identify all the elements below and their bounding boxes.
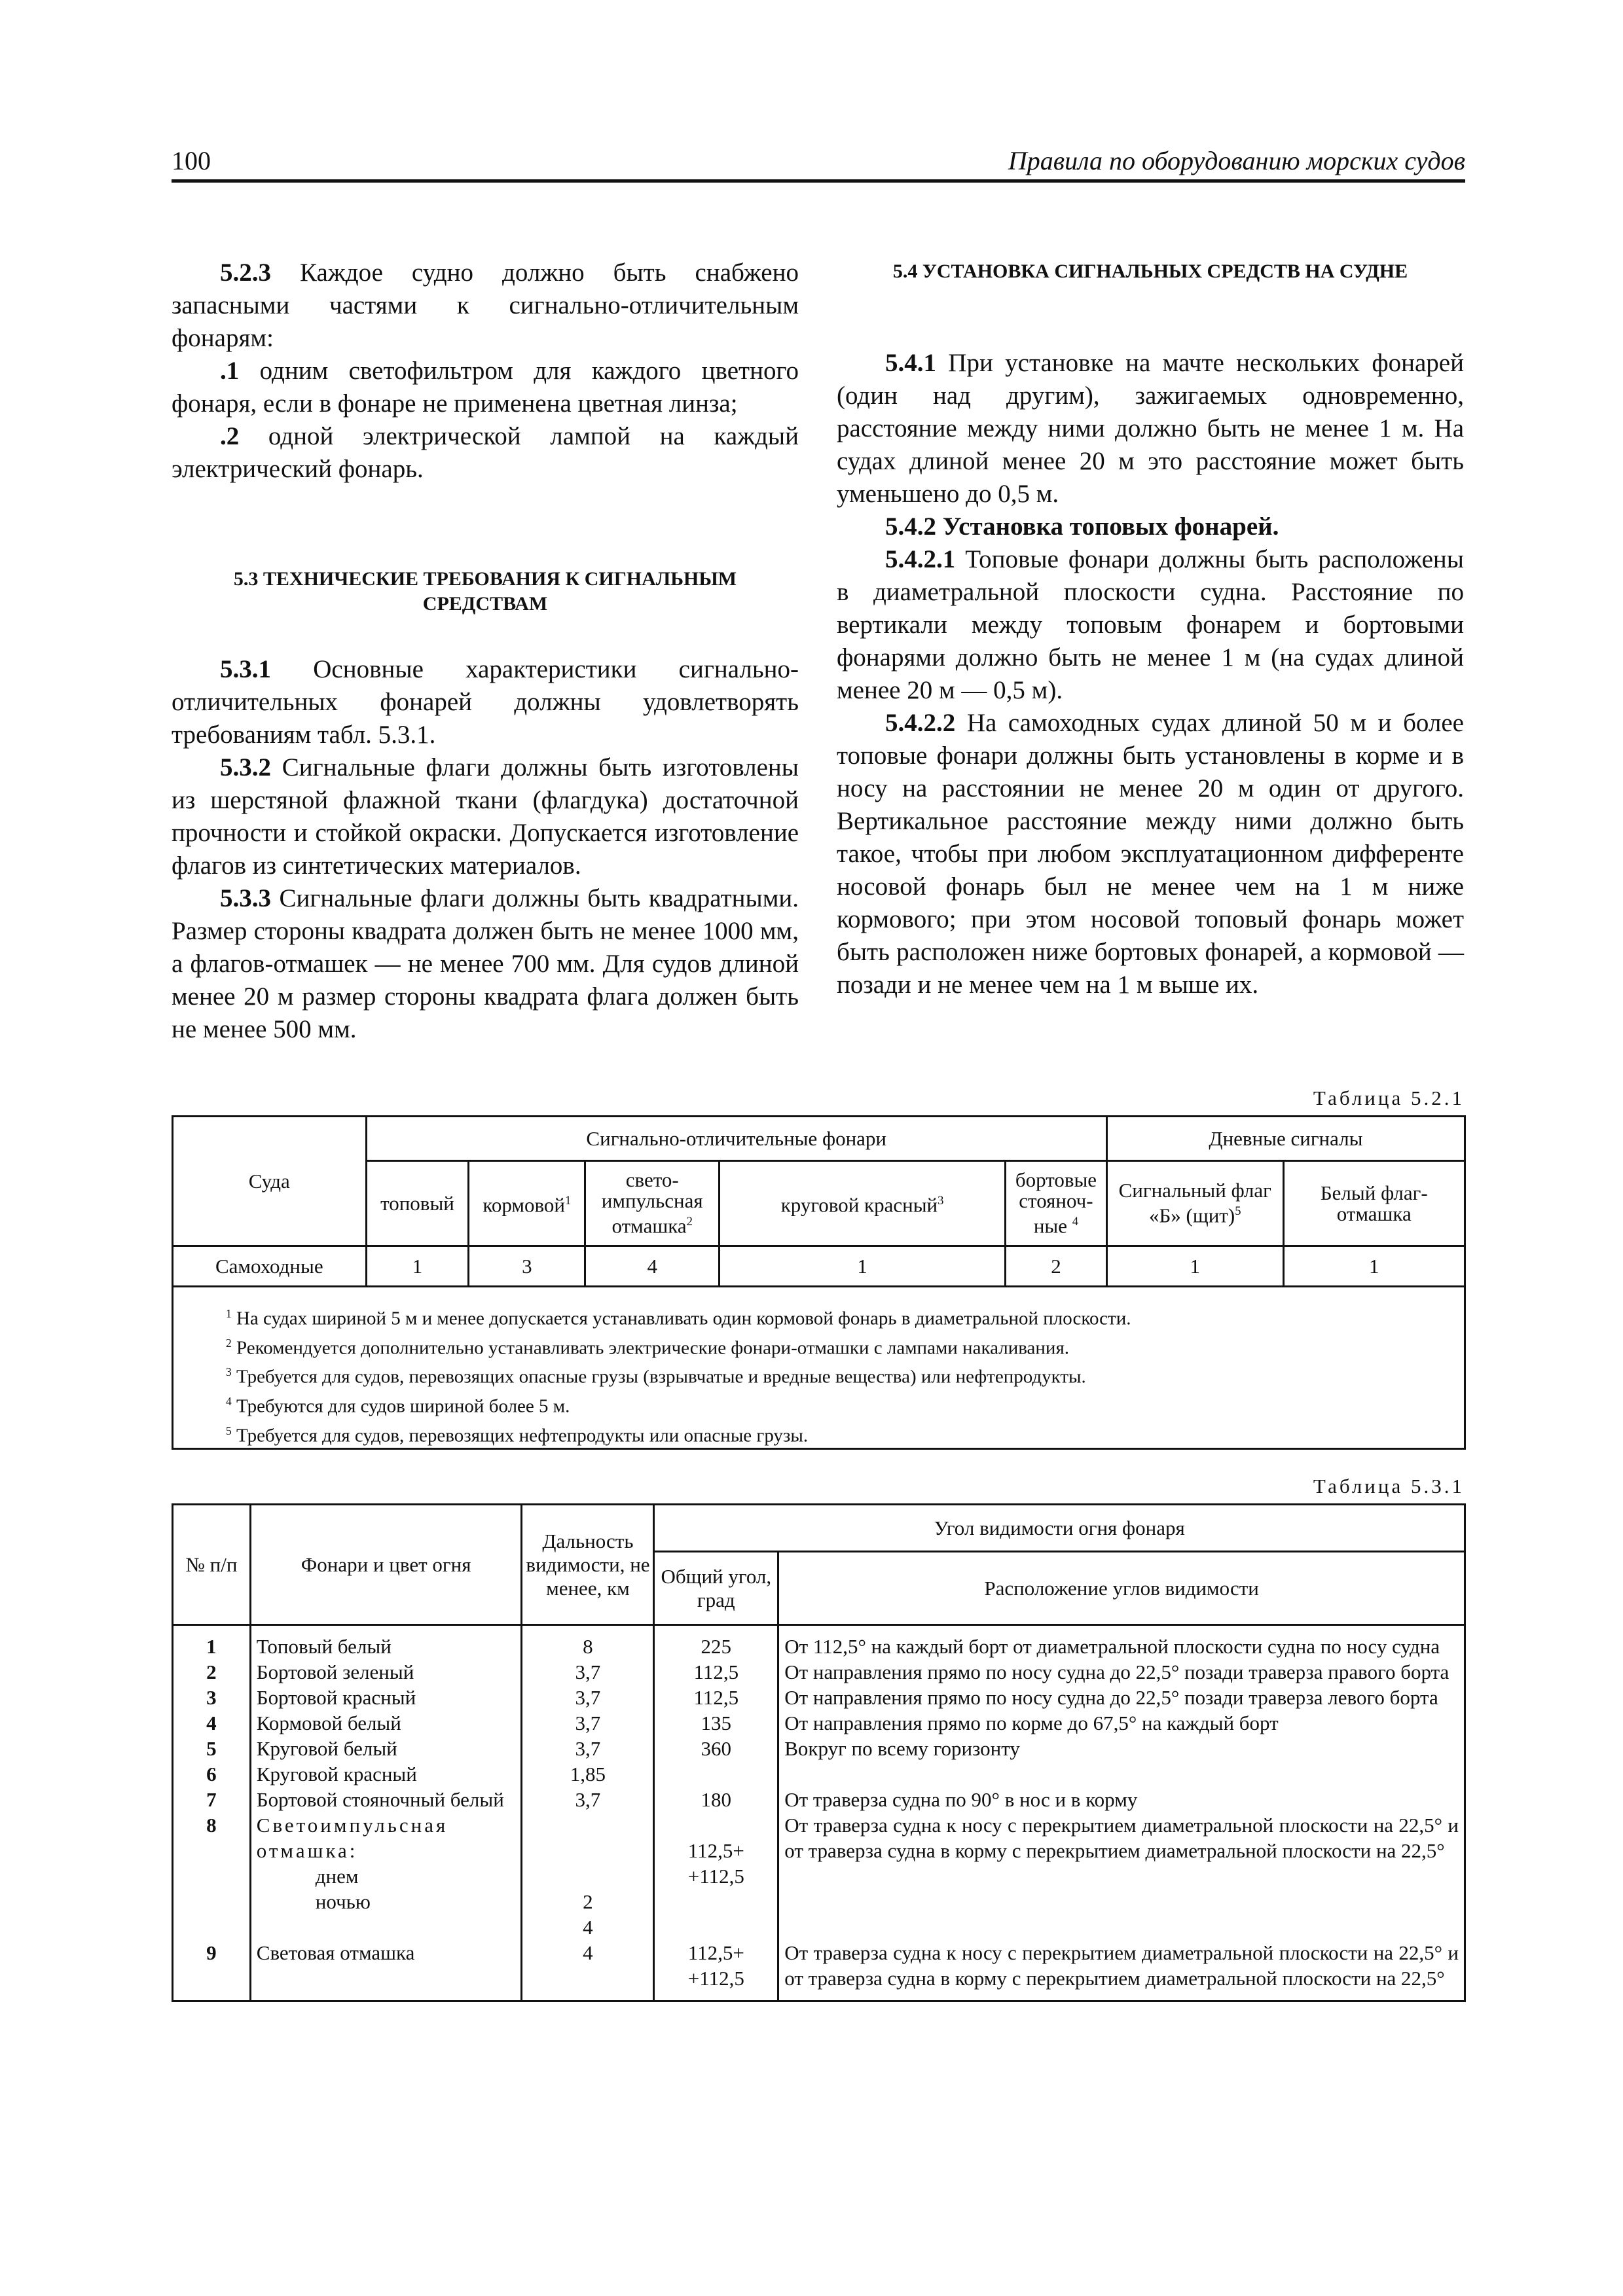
header-range: Дальность видимости, не менее, км [522,1505,654,1625]
row-angle: 112,5 [654,1659,778,1685]
row-angle: 135 [654,1710,778,1736]
col-flash-light: свето-импульсная отмашка$^2$ [585,1161,720,1246]
table-5-2-1 [172,1115,1466,1450]
row-light: Топовый белый [250,1625,522,1660]
table-row [173,1710,1465,1736]
table-row [173,1625,1465,1660]
paragraph-5-4-2-title: 5.4.2 Установка топовых фонарей. [885,512,1279,541]
cell: 1 [720,1246,1006,1287]
header-visibility-angle: Угол видимости огня фонаря [654,1505,1465,1552]
col-white-flag: Белый флаг-отмашка [1283,1161,1465,1246]
col-side-anchor: бортовые стояноч-ные $^4$ [1005,1161,1106,1246]
table-row [173,1659,1465,1685]
table-5-3-1 [172,1503,1466,2002]
row-light: Бортовой красный [250,1685,522,1710]
row-angle [654,1761,778,1787]
row-light: Круговой красный [250,1761,522,1787]
table-5-2-1-caption: Таблица 5.2.1 [1313,1086,1465,1109]
row-description: От траверза судна по 90° в нос и в корму [778,1787,1465,1812]
table-row [173,1246,1465,1287]
header-vessels: Суда [173,1117,367,1246]
row-description: От направления прямо по корме до 67,5° на каждый борт [778,1710,1465,1736]
row-number: 8 [173,1812,251,1940]
row-description: От 112,5° на каждый борт от диаметральной плоскости судна по носу судна [778,1625,1465,1660]
row-light: Световая отмашка [250,1940,522,2001]
footnote-5: $^5$ Требуется для судов, перевозящих нефтепродукты или опасные грузы. [226,1424,809,1446]
header-light-color: Фонари и цвет огня [250,1505,522,1625]
row-range: 8 [522,1625,654,1660]
header-day-signals: Дневные сигналы [1106,1117,1465,1161]
right-column [837,257,1464,1001]
paragraph-5-4-1: 5.4.1 При установке на мачте нескольких фонарей (один над другим), зажигаемых одновременно, расстояние между ними должно быть не менее 1 м. На судах длиной менее 20 м это расстояние может быть уменьшено до 0,5 м. [837,349,1464,508]
section-5-4-title: 5.4 УСТАНОВКА СИГНАЛЬНЫХ СРЕДСТВ НА СУДНЕ [892,260,1408,282]
row-label: Самоходные [173,1246,367,1287]
page-header [172,145,1465,183]
running-title: Правила по оборудованию морских судов [1008,146,1465,175]
cell: 4 [585,1246,720,1287]
cell: 1 [1106,1246,1283,1287]
paragraph-5-3-1: 5.3.1 Основные характеристики сигнально-отличительных фонарей должны удовлетворять требованиям табл. 5.3.1. [172,655,799,749]
row-range: 2 4 [522,1812,654,1940]
paragraph-5-3-2: 5.3.2 Сигнальные флаги должны быть изготовлены из шерстяной флажной ткани (флагдука) достаточной прочности и стойкой окраски. Допускается изготовление флагов из синтетических материалов. [172,753,799,880]
row-angle: 112,5 [654,1685,778,1710]
page-number: 100 [172,146,211,175]
row-range: 3,7 [522,1685,654,1710]
row-number: 6 [173,1761,251,1787]
row-number: 7 [173,1787,251,1812]
table-row [173,1685,1465,1710]
footnote-4: $^4$ Требуются для судов шириной более 5 м. [226,1394,570,1417]
header-angle-position: Расположение углов видимости [778,1552,1465,1625]
header-number: № п/п [173,1505,251,1625]
cell: 2 [1005,1246,1106,1287]
row-description: Вокруг по всему горизонту [778,1736,1465,1761]
row-light: Светоимпульсная отмашка: днем ночью [250,1812,522,1940]
row-description: От направления прямо по носу судна до 22,5° позади траверза левого борта [778,1685,1465,1710]
row-light: Круговой белый [250,1736,522,1761]
section-5-3-title: 5.3 ТЕХНИЧЕСКИЕ ТРЕБОВАНИЯ К СИГНАЛЬНЫМ СРЕДСТВАМ [233,568,737,615]
row-angle: 225 [654,1625,778,1660]
table-5-3-1-caption: Таблица 5.3.1 [1313,1475,1465,1498]
row-description: От траверза судна к носу с перекрытием диаметральной плоскости на 22,5° и от траверза судна в корму с перекрытием диаметральной плоскости на 22,5° [778,1940,1465,2001]
footnote-2: $^2$ Рекомендуется дополнительно устанавливать электрические фонари-отмашки с лампами накаливания. [226,1336,1070,1359]
row-description [778,1761,1465,1787]
table-row [173,1736,1465,1761]
cell: 1 [366,1246,469,1287]
row-range: 1,85 [522,1761,654,1787]
table-row [173,1812,1465,1940]
table-row [173,1787,1465,1812]
row-number: 9 [173,1940,251,2001]
row-number: 1 [173,1625,251,1660]
row-range: 3,7 [522,1710,654,1736]
row-description: От траверза судна к носу с перекрытием диаметральной плоскости на 22,5° и от траверза судна в корму с перекрытием диаметральной плоскости на 22,5° [778,1812,1465,1940]
row-range: 3,7 [522,1787,654,1812]
header-signal-lights: Сигнально-отличительные фонари [366,1117,1106,1161]
col-flag-b: Сигнальный флаг «Б» (щит)$^5$ [1106,1161,1283,1246]
row-number: 3 [173,1685,251,1710]
paragraph-5-2-3-2: .2 одной электрической лампой на каждый электрический фонарь. [172,422,799,483]
table-row [173,1761,1465,1787]
paragraph-5-4-2-2: 5.4.2.2 На самоходных судах длиной 50 м и более топовые фонари должны быть установлены в корме и в носу на расстоянии не менее 20 м один от другого. Вертикальное расстояние между ними должно быть такое, чтобы при любом эксплуатационном дифференте носовой фонарь был не менее чем на 1 м ниже кормового; при этом носовой топовый фонарь может быть расположен ниже бортовых фонарей, а кормовой — позади и не менее чем на 1 м выше их. [837,709,1464,999]
cell: 3 [469,1246,585,1287]
row-number: 5 [173,1736,251,1761]
row-light: Бортовой зеленый [250,1659,522,1685]
row-angle: 112,5+ +112,5 [654,1812,778,1940]
row-number: 4 [173,1710,251,1736]
row-light: Бортовой стояночный белый [250,1787,522,1812]
footnote-3: $^3$ Требуется для судов, перевозящих опасные грузы (взрывчатые и вредные вещества) или нефтепродукты. [226,1365,1086,1388]
col-allround-red: круговой красный$^3$ [720,1161,1006,1246]
row-angle: 180 [654,1787,778,1812]
table-5-2-1-footnotes [173,1287,1465,1449]
row-angle: 112,5+ +112,5 [654,1940,778,2001]
footnote-1: $^1$ На судах шириной 5 м и менее допускается устанавливать один кормовой фонарь в диаметральной плоскости. [226,1307,1131,1329]
paragraph-5-2-3: 5.2.3 Каждое судно должно быть снабжено запасными частями к сигнально-отличительным фонарям: [172,259,799,352]
header-total-angle: Общий угол, град [654,1552,778,1625]
row-range: 3,7 [522,1736,654,1761]
row-description: От направления прямо по носу судна до 22,5° позади траверза правого борта [778,1659,1465,1685]
paragraph-5-4-2-1: 5.4.2.1 Топовые фонари должны быть расположены в диаметральной плоскости судна. Расстояние по вертикали между топовым фонарем и бортовыми фонарями должно быть не менее 1 м (на судах длиной менее 20 м — 0,5 м). [837,545,1464,704]
row-number: 2 [173,1659,251,1685]
col-top-light: топовый [366,1161,469,1246]
row-range: 3,7 [522,1659,654,1685]
cell: 1 [1283,1246,1465,1287]
row-angle: 360 [654,1736,778,1761]
col-stern-light: кормовой$^1$ [469,1161,585,1246]
table-row [173,1940,1465,2001]
paragraph-5-3-3: 5.3.3 Сигнальные флаги должны быть квадратными. Размер стороны квадрата должен быть не менее 1000 мм, а флагов-отмашек — не менее 700 мм. Для судов длиной менее 20 м размер стороны квадрата флага должен быть не менее 500 мм. [172,884,799,1043]
left-column [172,257,799,1046]
paragraph-5-2-3-1: .1 одним светофильтром для каждого цветного фонаря, если в фонаре не применена цветная линза; [172,357,799,418]
row-range: 4 [522,1940,654,2001]
row-light: Кормовой белый [250,1710,522,1736]
